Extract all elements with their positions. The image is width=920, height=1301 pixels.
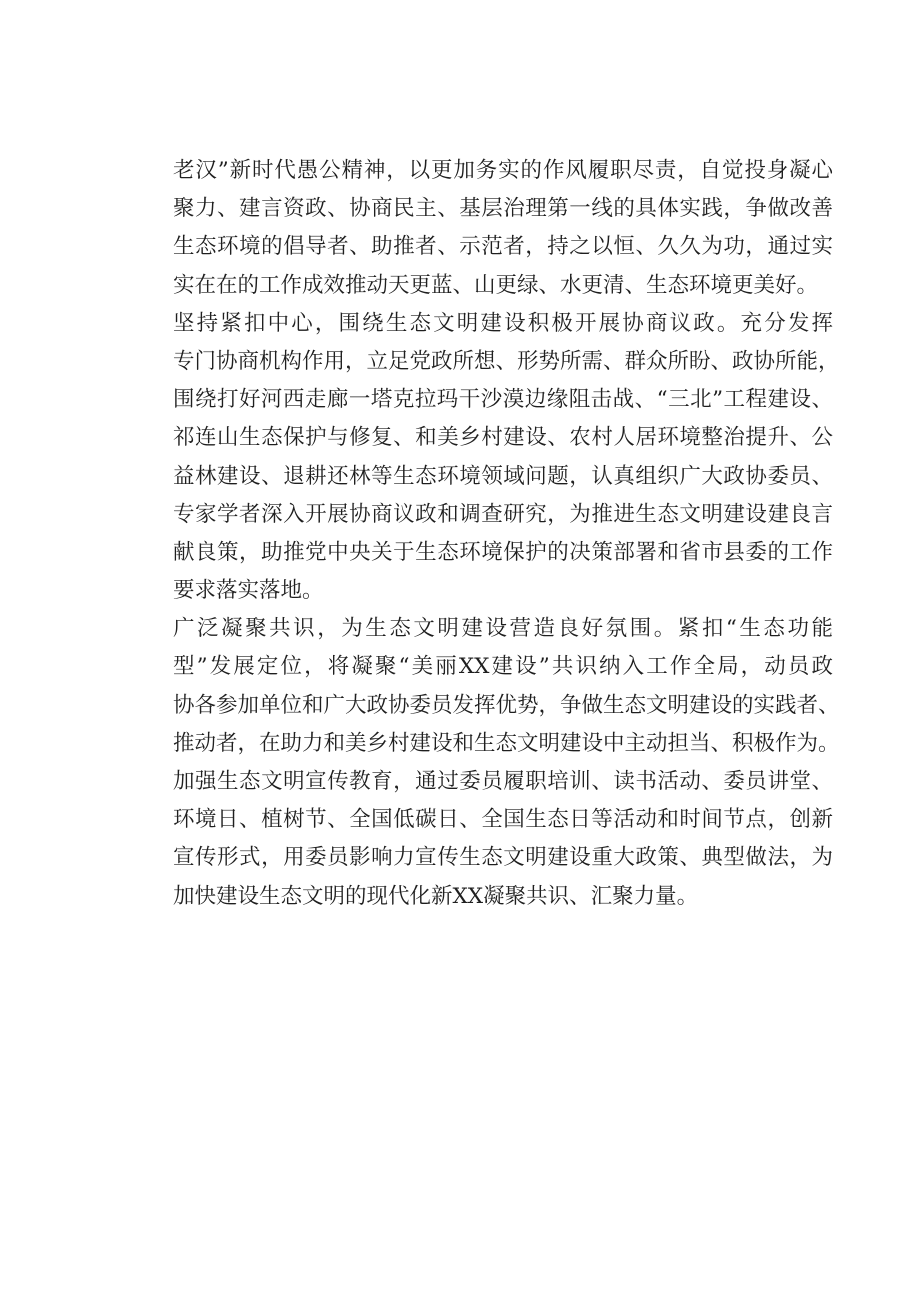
text-line: 围绕打好河西走廊一塔克拉玛干沙漠边缘阻击战、“三北”工程建设、 xyxy=(173,387,833,413)
paragraph-3 xyxy=(173,610,840,916)
text-line: 坚持紧扣中心，围绕生态文明建设积极开展协商议政。充分发挥 xyxy=(173,310,833,336)
text-line: 献良策，助推党中央关于生态环境保护的决策部署和省市县委的工作 xyxy=(173,539,833,565)
text-line: 型”发展定位，将凝聚“美丽XX建设”共识纳入工作全局，动员政 xyxy=(173,654,833,680)
text-line: 宣传形式，用委员影响力宣传生态文明建设重大政策、典型做法，为 xyxy=(173,845,833,871)
text-line: 老汉”新时代愚公精神，以更加务实的作风履职尽责，自觉投身凝心 xyxy=(173,158,833,183)
text-line: 环境日、植树节、全国低碳日、全国生态日等活动和时间节点，创新 xyxy=(173,807,833,833)
text-line: 实在在的工作成效推动天更蓝、山更绿、水更清、生态环境更美好。 xyxy=(173,272,819,298)
text-line: 专门协商机构作用，立足党政所想、形势所需、群众所盼、政协所能， xyxy=(173,348,840,374)
text-line: 祁连山生态保护与修复、和美乡村建设、农村人居环境整治提升、公 xyxy=(173,425,833,451)
text-line: 生态环境的倡导者、助推者、示范者，持之以恒、久久为功，通过实 xyxy=(173,234,833,260)
text-line: 益林建设、退耕还林等生态环境领域问题，认真组织广大政协委员、 xyxy=(173,463,833,489)
text-line: 推动者，在助力和美乡村建设和生态文明建设中主动担当、积极作为。 xyxy=(173,730,840,756)
text-line: 聚力、建言资政、协商民主、基层治理第一线的具体实践，争做改善 xyxy=(173,196,833,222)
paragraph-2 xyxy=(173,305,840,611)
text-line: 广泛凝聚共识，为生态文明建设营造良好氛围。紧扣“生态功能 xyxy=(173,616,833,642)
text-line: 要求落实落地。 xyxy=(173,578,324,604)
paragraph-1 xyxy=(173,152,833,305)
text-line: 加强生态文明宣传教育，通过委员履职培训、读书活动、委员讲堂、 xyxy=(173,769,833,794)
text-line: 加快建设生态文明的现代化新XX凝聚共识、汇聚力量。 xyxy=(173,883,699,909)
text-line: 协各参加单位和广大政协委员发挥优势，争做生态文明建设的实践者、 xyxy=(173,692,840,718)
body-text xyxy=(173,152,840,916)
text-line: 专家学者深入开展协商议政和调查研究，为推进生态文明建设建良言 xyxy=(173,501,833,527)
